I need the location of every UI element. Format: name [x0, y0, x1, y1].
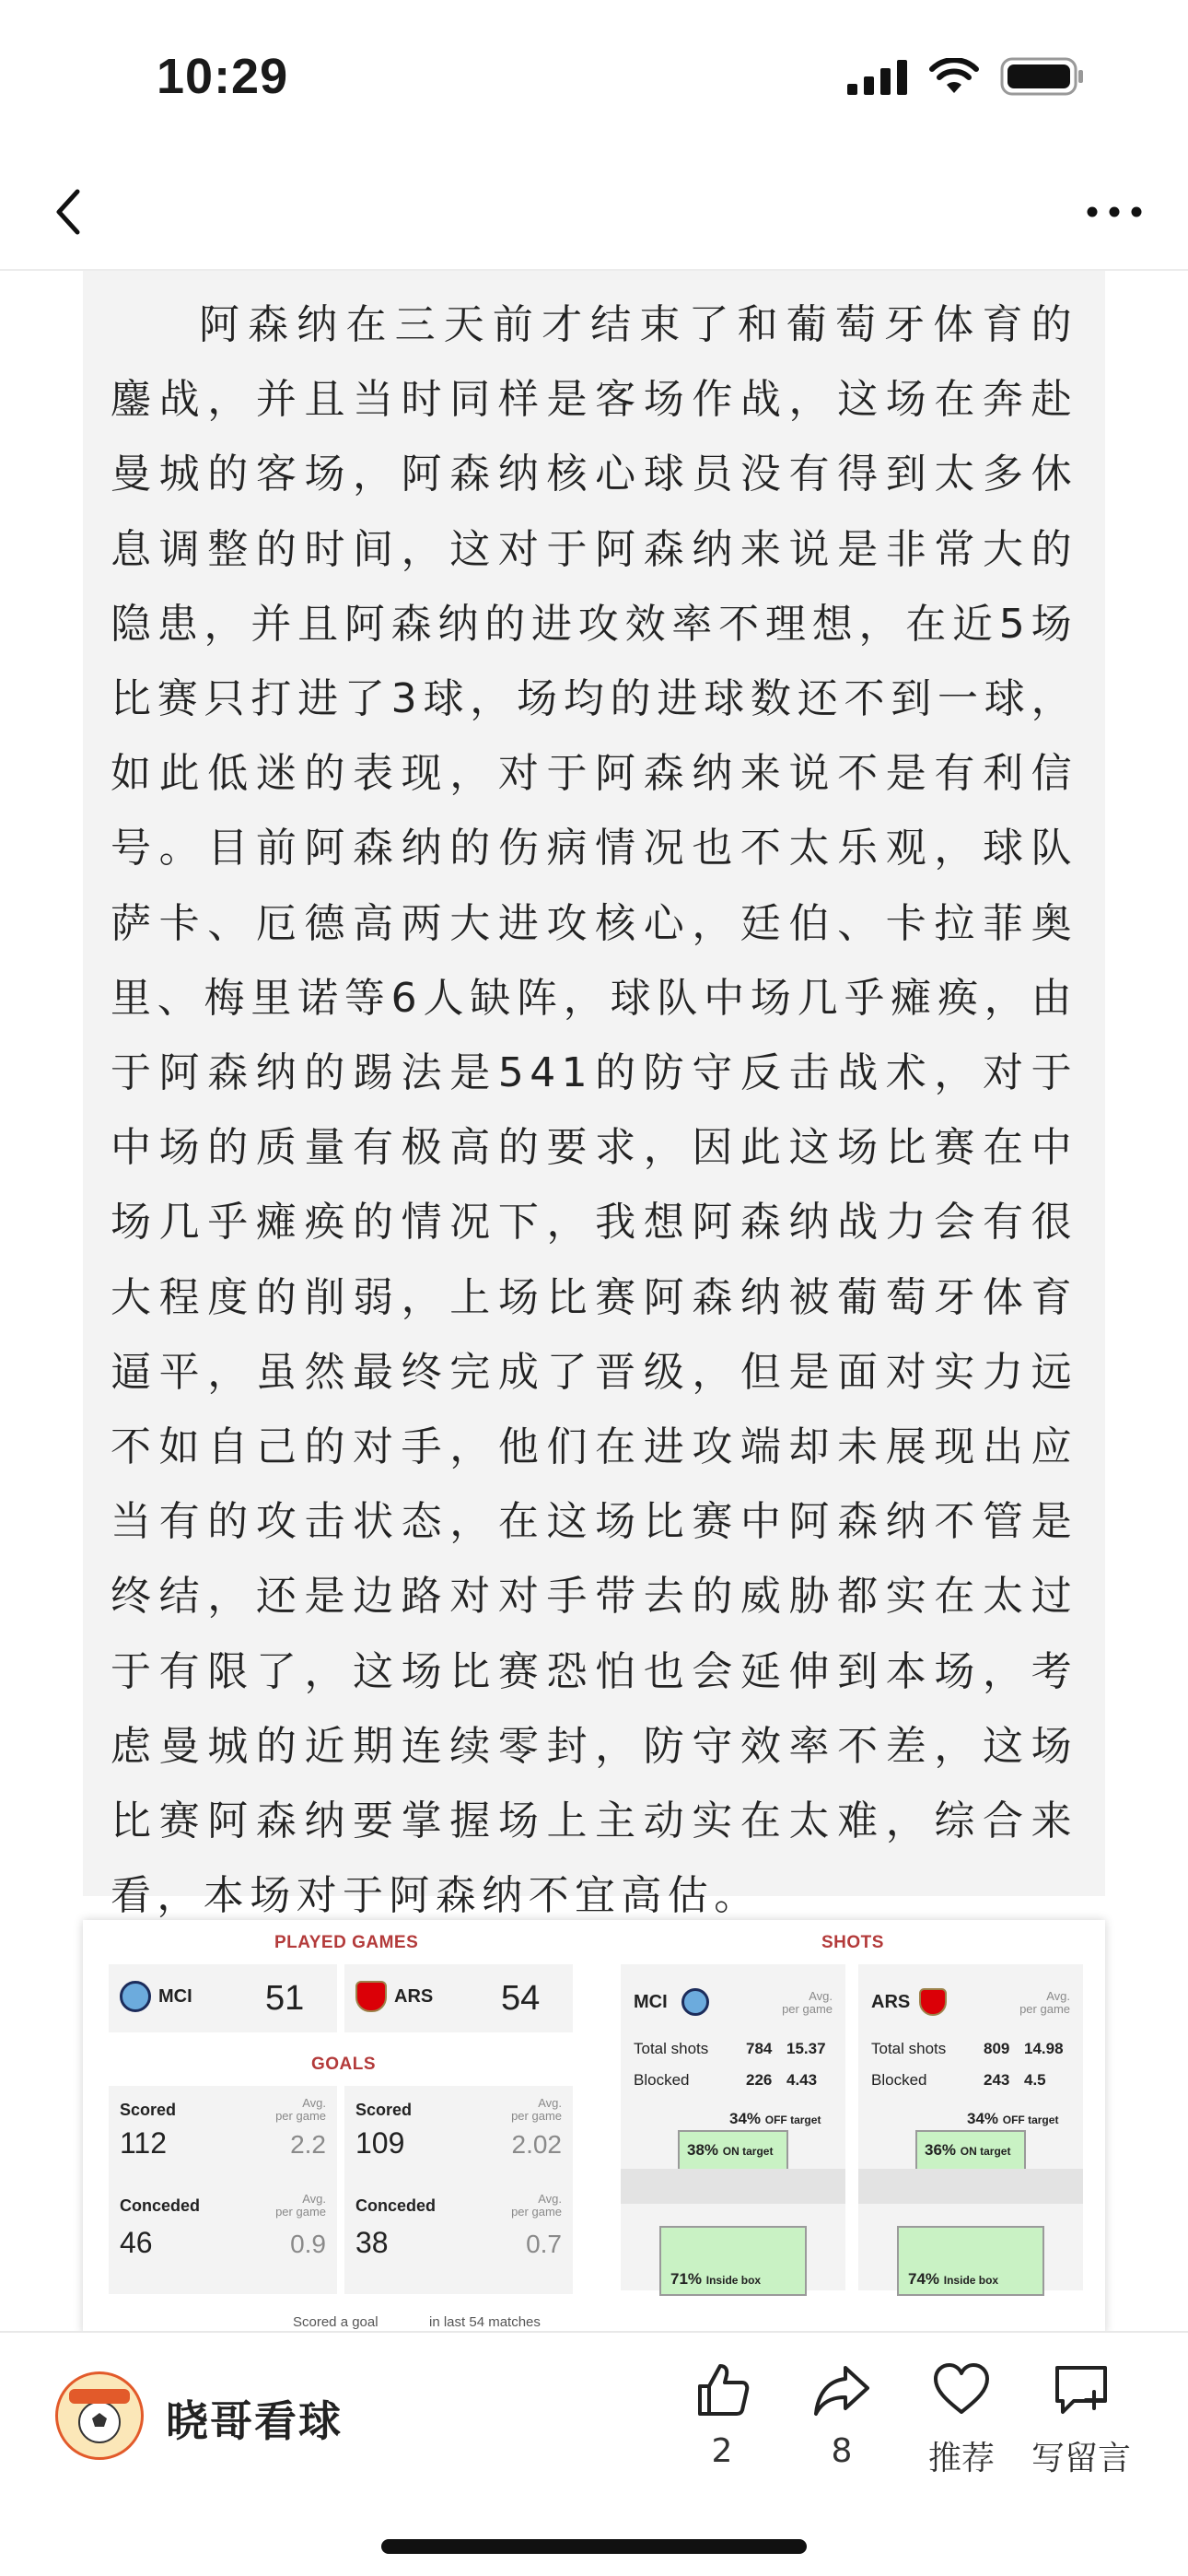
ars-blocked-value: 243 — [984, 2071, 1010, 2089]
comment-add-icon — [1052, 2360, 1111, 2419]
mci-shots-crest-icon — [681, 1988, 709, 2016]
ars-abbr: ARS — [394, 1986, 434, 2007]
ars-total-shots-label: Total shots — [871, 2040, 947, 2057]
match-stats-image — [83, 1920, 1105, 2335]
soccer-ball-icon — [58, 2374, 141, 2457]
status-time: 10:29 — [157, 49, 289, 104]
wifi-icon — [928, 58, 980, 95]
mci-shots-avg-label: Avg. per game — [782, 1989, 833, 2016]
mci-scored-value: 112 — [120, 2126, 168, 2160]
more-dots-icon — [1077, 179, 1151, 245]
mci-blocked-label: Blocked — [634, 2071, 690, 2089]
comment-button[interactable] — [1026, 2360, 1136, 2479]
share-count: 8 — [831, 2432, 853, 2470]
ars-shots-abbr: ARS — [871, 1992, 911, 2012]
mci-blocked-value: 226 — [746, 2071, 773, 2089]
more-button[interactable] — [1077, 179, 1151, 245]
home-indicator[interactable] — [381, 2539, 807, 2554]
mci-conceded-value: 46 — [120, 2226, 153, 2259]
like-button[interactable] — [667, 2360, 777, 2470]
mci-goal-line — [621, 2169, 845, 2204]
recommend-button[interactable] — [906, 2360, 1017, 2479]
ars-goals-tile — [344, 2086, 573, 2294]
ars-crest-icon — [355, 1981, 387, 2012]
author-name[interactable]: 晓哥看球 — [166, 2396, 343, 2446]
mci-off-target: 34% OFF target — [729, 2110, 821, 2127]
ars-blocked-label: Blocked — [871, 2071, 927, 2089]
recommend-label: 推荐 — [927, 2440, 995, 2477]
mci-abbr: MCI — [158, 1986, 192, 2007]
comment-label: 写留言 — [1031, 2440, 1131, 2477]
ars-played-count: 54 — [501, 1979, 541, 2018]
chevron-left-icon — [37, 179, 103, 245]
last-matches-strip-label: in last 54 matches — [429, 2314, 541, 2330]
mci-crest-icon — [120, 1981, 151, 2012]
nav-bar — [0, 157, 1188, 271]
author-avatar[interactable] — [55, 2371, 144, 2460]
mci-goals-tile — [109, 2086, 337, 2294]
ars-shots-avg-label: Avg. per game — [1019, 1989, 1070, 2016]
ars-blocked-avg: 4.5 — [1024, 2071, 1046, 2089]
ars-off-target: 34% OFF target — [967, 2110, 1059, 2127]
ars-goal-line — [858, 2169, 1083, 2204]
mci-total-shots-label: Total shots — [634, 2040, 709, 2057]
share-button[interactable] — [786, 2360, 897, 2470]
heart-icon — [932, 2360, 991, 2419]
mci-played-count: 51 — [265, 1979, 305, 2018]
ars-conceded-label: Conceded — [355, 2196, 437, 2215]
played-games-title: PLAYED GAMES — [274, 1933, 419, 1952]
ars-scored-avg-label: Avg. per game — [511, 2096, 562, 2123]
share-arrow-icon — [812, 2360, 871, 2419]
goals-title: GOALS — [311, 2055, 377, 2074]
mci-inside-box: 71% Inside box — [670, 2270, 762, 2288]
ars-scored-label: Scored — [355, 2101, 413, 2119]
status-icons — [847, 57, 1085, 96]
ars-conceded-avg-label: Avg. per game — [511, 2192, 562, 2219]
shots-title: SHOTS — [821, 1933, 884, 1952]
ars-played-tile — [344, 1964, 573, 2032]
mci-total-shots-value: 784 — [746, 2040, 773, 2057]
ars-conceded-value: 38 — [355, 2226, 389, 2259]
ars-total-shots-value: 809 — [984, 2040, 1010, 2057]
mci-total-shots-avg: 15.37 — [786, 2040, 826, 2057]
thumbs-up-icon — [693, 2360, 751, 2419]
mci-shots-tile — [621, 1964, 845, 2290]
mci-conceded-avg: 0.9 — [290, 2230, 326, 2258]
ars-shots-tile — [858, 1964, 1083, 2290]
article-paragraph: 阿森纳在三天前才结束了和葡萄牙体育的鏖战，并且当时同样是客场作战，这场在奔赴曼城的客场，阿森纳核心球员没有得到太多休息调整的时间，这对于阿森纳来说是非常大的隐患，并且阿森纳的进攻效率不理想，在近5场比赛只打进了3球，场均的进球数还不到一球，如此低迷的表现，对于阿森纳来说不是有利信号。目前阿森纳的伤病情况也不太乐观，球队萨卡、厄德高两大进攻核心，廷伯、卡拉菲奥里、梅里诺等6人缺阵，球队中场几乎瘫痪，由于阿森纳的踢法是541的防守反击战术，对于中场的质量有极高的要求，因此这场比赛在中场几乎瘫痪的情况下，我想阿森纳战力会有很大程度的削弱，上场比赛阿森纳被葡萄牙体育逼平，虽然最终完成了晋级，但是面对实力远不如自己的对手，他们在进攻端却未展现出应当有的攻击状态，在这场比赛中阿森纳不管是终结，还是边路对对手带去的威胁都实在太过于有限了，这场比赛恐怕也会延伸到本场，考虑曼城的近期连续零封，防守效率不差，这场比赛阿森纳要掌握场上主动实在太难，综合来看，本场对于阿森纳不宜高估。 — [111, 301, 1077, 1920]
cellular-signal-icon — [847, 58, 908, 95]
battery-icon — [1000, 57, 1085, 96]
ars-scored-avg: 2.02 — [511, 2130, 562, 2159]
like-count: 2 — [711, 2432, 733, 2470]
back-button[interactable] — [37, 179, 103, 245]
mci-conceded-label: Conceded — [120, 2196, 201, 2215]
mci-scored-avg: 2.2 — [290, 2130, 326, 2159]
mci-played-tile — [109, 1964, 337, 2032]
ars-shots-crest-icon — [919, 1988, 947, 2016]
ars-on-target: 36% ON target — [925, 2141, 1011, 2159]
scored-goal-strip-label: Scored a goal — [293, 2314, 379, 2330]
mci-conceded-avg-label: Avg. per game — [275, 2192, 326, 2219]
article-quote-block — [83, 271, 1105, 1920]
ars-inside-box: 74% Inside box — [908, 2270, 999, 2288]
mci-scored-avg-label: Avg. per game — [275, 2096, 326, 2123]
ars-total-shots-avg: 14.98 — [1024, 2040, 1064, 2057]
mci-on-target: 38% ON target — [687, 2141, 774, 2159]
ars-scored-value: 109 — [355, 2126, 405, 2160]
mci-scored-label: Scored — [120, 2101, 177, 2119]
mci-blocked-avg: 4.43 — [786, 2071, 818, 2089]
status-bar — [0, 0, 1188, 157]
ars-conceded-avg: 0.7 — [526, 2230, 562, 2258]
mci-shots-abbr: MCI — [634, 1992, 668, 2012]
